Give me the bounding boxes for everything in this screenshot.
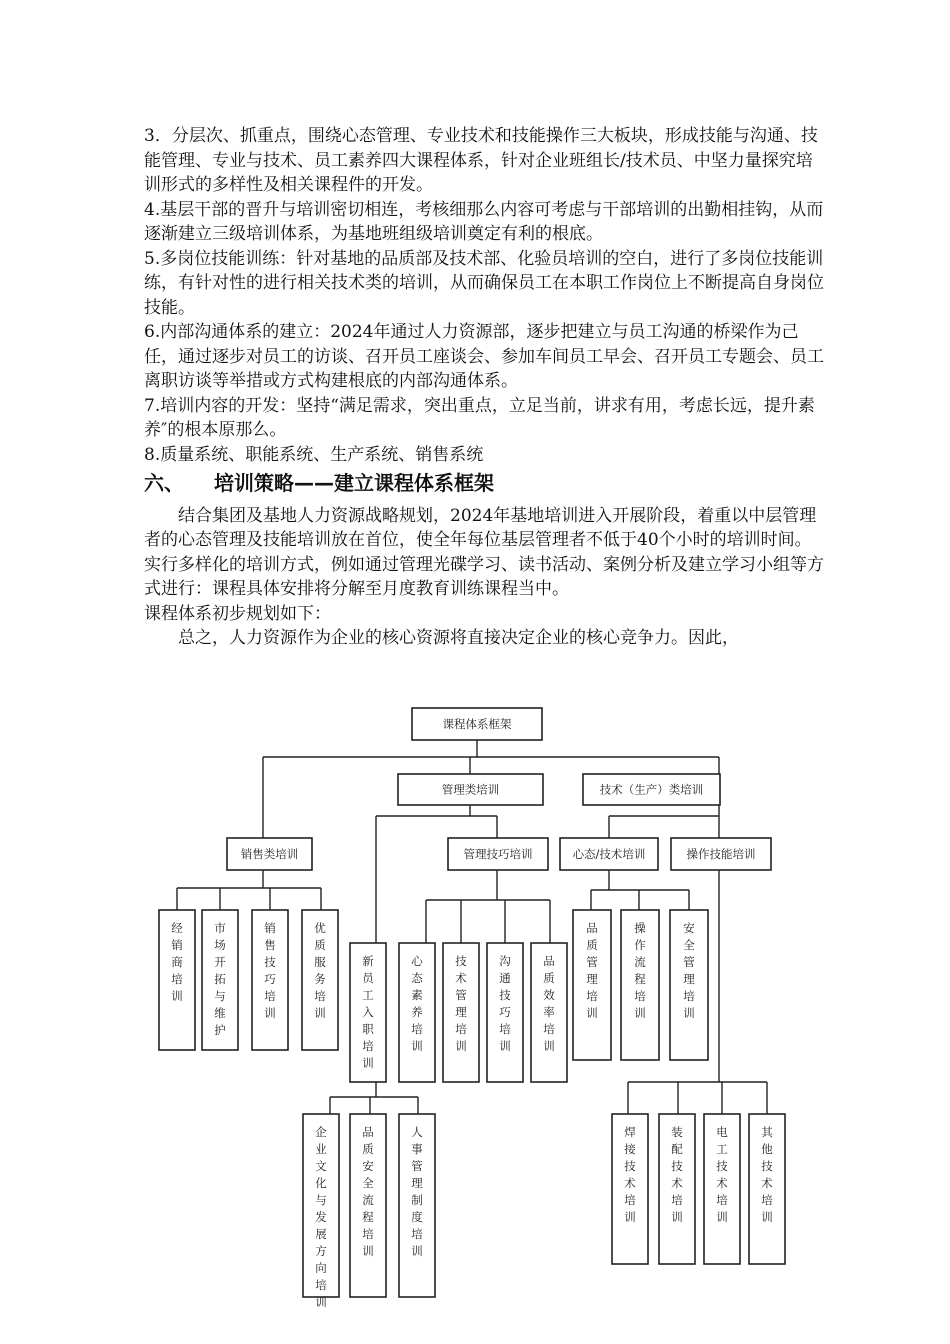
skills-item-0 [399,943,435,1082]
skills-item-1 [443,943,479,1082]
operation-skills-box [671,838,771,870]
sales-training-box-label: 销售类培训 [240,847,299,861]
sales-item-0 [159,910,195,1050]
paragraph-7: 7.培训内容的开发：坚持“满足需求，突出重点，立足当前，讲求有用，考虑长远，提升素养″的根本原那么。 [144,395,815,440]
sales-item-3 [302,910,338,1050]
sales-item-2 [252,910,288,1050]
summary-line: 总之，人力资源作为企业的核心资源将直接决定企业的核心竞争力。因此， [178,628,739,648]
technical-training-box-label: 技术（生产）类培训 [599,782,704,797]
paragraph-8: 8.质量系统、职能系统、生产系统、销售系统 [144,444,484,465]
skills-item-2-label: 沟通技巧培训 [499,954,511,1053]
skills-item-2 [487,943,523,1082]
sales-item-1-label: 市场开拓与维护 [214,921,226,1037]
paragraph-3: 3．分层次、抓重点，围绕心态管理、专业技术和技能操作三大板块，形成技能与沟通、技能管理、专业与技术、员工素养四大课程体系，针对企业班组长/技术员、中坚力量探究培训形式的多样性及相关课程件的开发。 [144,126,818,195]
section-title: 培训策略——建立课程体系框架 [214,471,494,495]
mind-item-1 [621,910,659,1060]
mind-item-1-label: 操作流程培训 [634,921,646,1020]
ops-item-1-label: 装配技术培训 [671,1125,683,1224]
ops-item-2 [704,1114,740,1264]
new-hire-box-label: 新员工入职培训 [362,954,374,1070]
sales-item-3-label: 优质服务培训 [314,921,326,1020]
mind-item-0 [573,910,611,1060]
root-box-label: 课程体系框架 [442,717,512,731]
ops-item-0 [612,1114,648,1264]
mindset-technical-box-label: 心态/技术培训 [572,847,646,861]
new-hire-item-2-label: 人事管理制度培训 [411,1125,423,1258]
section-number: 六、 [144,471,184,495]
operation-skills-box-label: 操作技能培训 [686,847,756,861]
mind-item-2 [670,910,708,1060]
sales-item-1 [202,910,238,1050]
paragraph-5: 5.多岗位技能训练：针对基地的品质部及技术部、化验员培训的空白，进行了多岗位技能训练，有针对性的进行相关技术类的培训，从而确保员工在本职工作岗位上不断提高自身岗位技能。 [144,248,824,318]
ops-item-1 [659,1114,695,1264]
new-hire-item-1 [350,1114,386,1297]
paragraph-4: 4.基层干部的晋升与培训密切相连，考核细那么内容可考虑与干部培训的出勤相挂钩，从而逐渐建立三级培训体系，为基地班组级培训奠定有利的根底。 [144,199,824,244]
mind-item-2-label: 安全管理培训 [683,921,695,1020]
new-hire-item-1-label: 品质安全流程培训 [362,1125,374,1258]
plan-line: 课程体系初步规划如下： [144,603,331,624]
ops-item-3 [749,1114,785,1264]
management-training-box-label: 管理类培训 [441,782,500,797]
root-box [412,708,542,740]
management-skills-box [448,838,548,870]
technical-training-box [583,774,720,805]
skills-item-3-label: 品质效率培训 [543,954,555,1053]
management-skills-box-label: 管理技巧培训 [463,847,533,861]
ops-item-2-label: 电工技术培训 [716,1125,728,1224]
sales-training-box [227,838,312,870]
intro-paragraph: 结合集团及基地人力资源战略规划，2024年基地培训进入开展阶段，着重以中层管理者的心态管理及技能培训放在首位，使全年每位基层管理者不低于40个小时的培训时间。实行多样化的培训方式，例如通过管理光碟学习、读书活动、案例分析及建立学习小组等方式进行：课程具体安排将分解至月度教育训练课程当中。 [144,505,824,599]
paragraph-6: 6.内部沟通体系的建立：2024年通过人力资源部，逐步把建立与员工沟通的桥梁作为己任，通过逐步对员工的访谈、召开员工座谈会、参加车间员工早会、召开员工专题会、员工离职访谈等举措或方式构建根底的内部沟通体系。 [144,322,824,391]
ops-item-0-label: 焊接技术培训 [624,1125,636,1224]
ops-item-3-label: 其他技术培训 [761,1125,773,1224]
management-training-box [398,774,543,805]
skills-item-0-label: 心态素养培训 [411,954,423,1053]
mind-item-0-label: 品质管理培训 [586,921,598,1020]
sales-item-2-label: 销售技巧培训 [264,921,276,1020]
new-hire-item-0-label: 企业文化与发展方向培训 [315,1125,327,1309]
new-hire-item-0 [303,1114,339,1309]
new-hire-item-2 [399,1114,435,1297]
skills-item-1-label: 技术管理培训 [455,954,467,1053]
sales-item-0-label: 经销商培训 [171,921,183,1003]
mindset-technical-box [560,838,658,870]
skills-item-3 [531,943,567,1082]
new-hire-box [350,943,386,1082]
